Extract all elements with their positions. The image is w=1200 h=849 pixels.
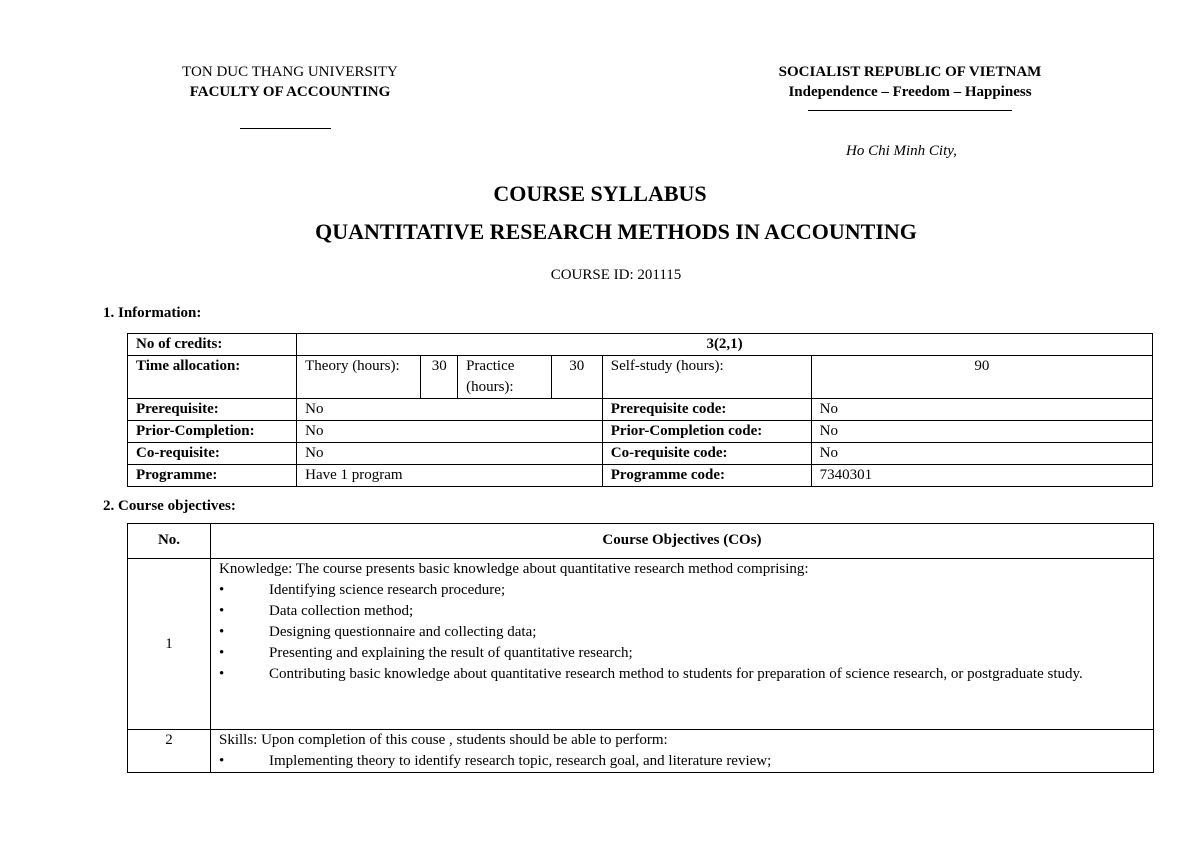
national-motto: Independence – Freedom – Happiness bbox=[788, 84, 1032, 100]
prerequisite-code-value: No bbox=[811, 399, 1152, 421]
corequisite-code-label: Co-requisite code: bbox=[602, 443, 811, 465]
objective-number: 2 bbox=[128, 730, 211, 773]
programme-value: Have 1 program bbox=[297, 465, 603, 487]
practice-value: 30 bbox=[551, 356, 602, 399]
table-row bbox=[128, 421, 1153, 443]
practice-label: Practice (hours): bbox=[458, 356, 552, 399]
objective-intro: Skills: Upon completion of this couse , students should be able to perform: bbox=[219, 732, 668, 748]
selfstudy-value: 90 bbox=[811, 356, 1152, 399]
theory-value: 30 bbox=[421, 356, 458, 399]
republic-name: SOCIALIST REPUBLIC OF VIETNAM bbox=[778, 64, 1042, 80]
prerequisite-label: Prerequisite: bbox=[128, 399, 297, 421]
table-row bbox=[128, 730, 1154, 773]
table-row bbox=[128, 399, 1153, 421]
university-header bbox=[140, 62, 440, 102]
programme-label: Programme: bbox=[128, 465, 297, 487]
header-left-divider bbox=[240, 128, 331, 129]
course-id: COURSE ID: 201115 bbox=[550, 267, 682, 283]
theory-label: Theory (hours): bbox=[297, 356, 421, 399]
corequisite-code-value: No bbox=[811, 443, 1152, 465]
prior-completion-label: Prior-Completion: bbox=[128, 421, 297, 443]
list-item: • Identifying science research procedure; bbox=[219, 582, 506, 598]
section-heading-objectives: 2. Course objectives: bbox=[103, 498, 236, 514]
credits-label: No of credits: bbox=[128, 334, 297, 356]
objective-content bbox=[211, 559, 1154, 730]
column-header-objectives: Course Objectives (COs) bbox=[211, 524, 1154, 559]
programme-code-label: Programme code: bbox=[602, 465, 811, 487]
prior-completion-code-value: No bbox=[811, 421, 1152, 443]
list-item: • Contributing basic knowledge about quantitative research method to students for preparation of science research, or postgraduate study. bbox=[219, 666, 1083, 682]
corequisite-value: No bbox=[297, 443, 603, 465]
objective-content bbox=[211, 730, 1154, 773]
objectives-table bbox=[127, 523, 1154, 773]
prior-completion-value: No bbox=[297, 421, 603, 443]
table-row bbox=[128, 559, 1154, 730]
column-header-no: No. bbox=[128, 524, 211, 559]
corequisite-label: Co-requisite: bbox=[128, 443, 297, 465]
list-item: • Designing questionnaire and collecting data; bbox=[219, 624, 537, 640]
objective-number: 1 bbox=[128, 559, 211, 730]
prior-completion-code-label: Prior-Completion code: bbox=[602, 421, 811, 443]
prerequisite-value: No bbox=[297, 399, 603, 421]
table-row bbox=[128, 334, 1153, 356]
time-allocation-label: Time allocation: bbox=[128, 356, 297, 399]
table-header-row bbox=[128, 524, 1154, 559]
university-name: TON DUC THANG UNIVERSITY bbox=[182, 64, 398, 80]
objective-intro: Knowledge: The course presents basic knowledge about quantitative research method comprising: bbox=[219, 561, 809, 577]
republic-header bbox=[740, 62, 1080, 102]
prerequisite-code-label: Prerequisite code: bbox=[602, 399, 811, 421]
list-item: • Presenting and explaining the result of quantitative research; bbox=[219, 645, 633, 661]
page-title: COURSE SYLLABUS bbox=[493, 181, 707, 206]
faculty-name: FACULTY OF ACCOUNTING bbox=[189, 84, 391, 100]
selfstudy-label: Self-study (hours): bbox=[602, 356, 811, 399]
programme-code-value: 7340301 bbox=[811, 465, 1152, 487]
information-table bbox=[127, 333, 1153, 487]
table-row bbox=[128, 443, 1153, 465]
course-title: QUANTITATIVE RESEARCH METHODS IN ACCOUNTING bbox=[315, 219, 917, 244]
list-item: • Data collection method; bbox=[219, 603, 414, 619]
place-date: Ho Chi Minh City, bbox=[846, 143, 957, 159]
header-right-divider bbox=[808, 110, 1012, 111]
section-heading-information: 1. Information: bbox=[103, 305, 202, 321]
table-row bbox=[128, 465, 1153, 487]
credits-value: 3(2,1) bbox=[297, 334, 1153, 356]
list-item: • Implementing theory to identify research topic, research goal, and literature review; bbox=[219, 753, 772, 769]
table-row bbox=[128, 356, 1153, 399]
